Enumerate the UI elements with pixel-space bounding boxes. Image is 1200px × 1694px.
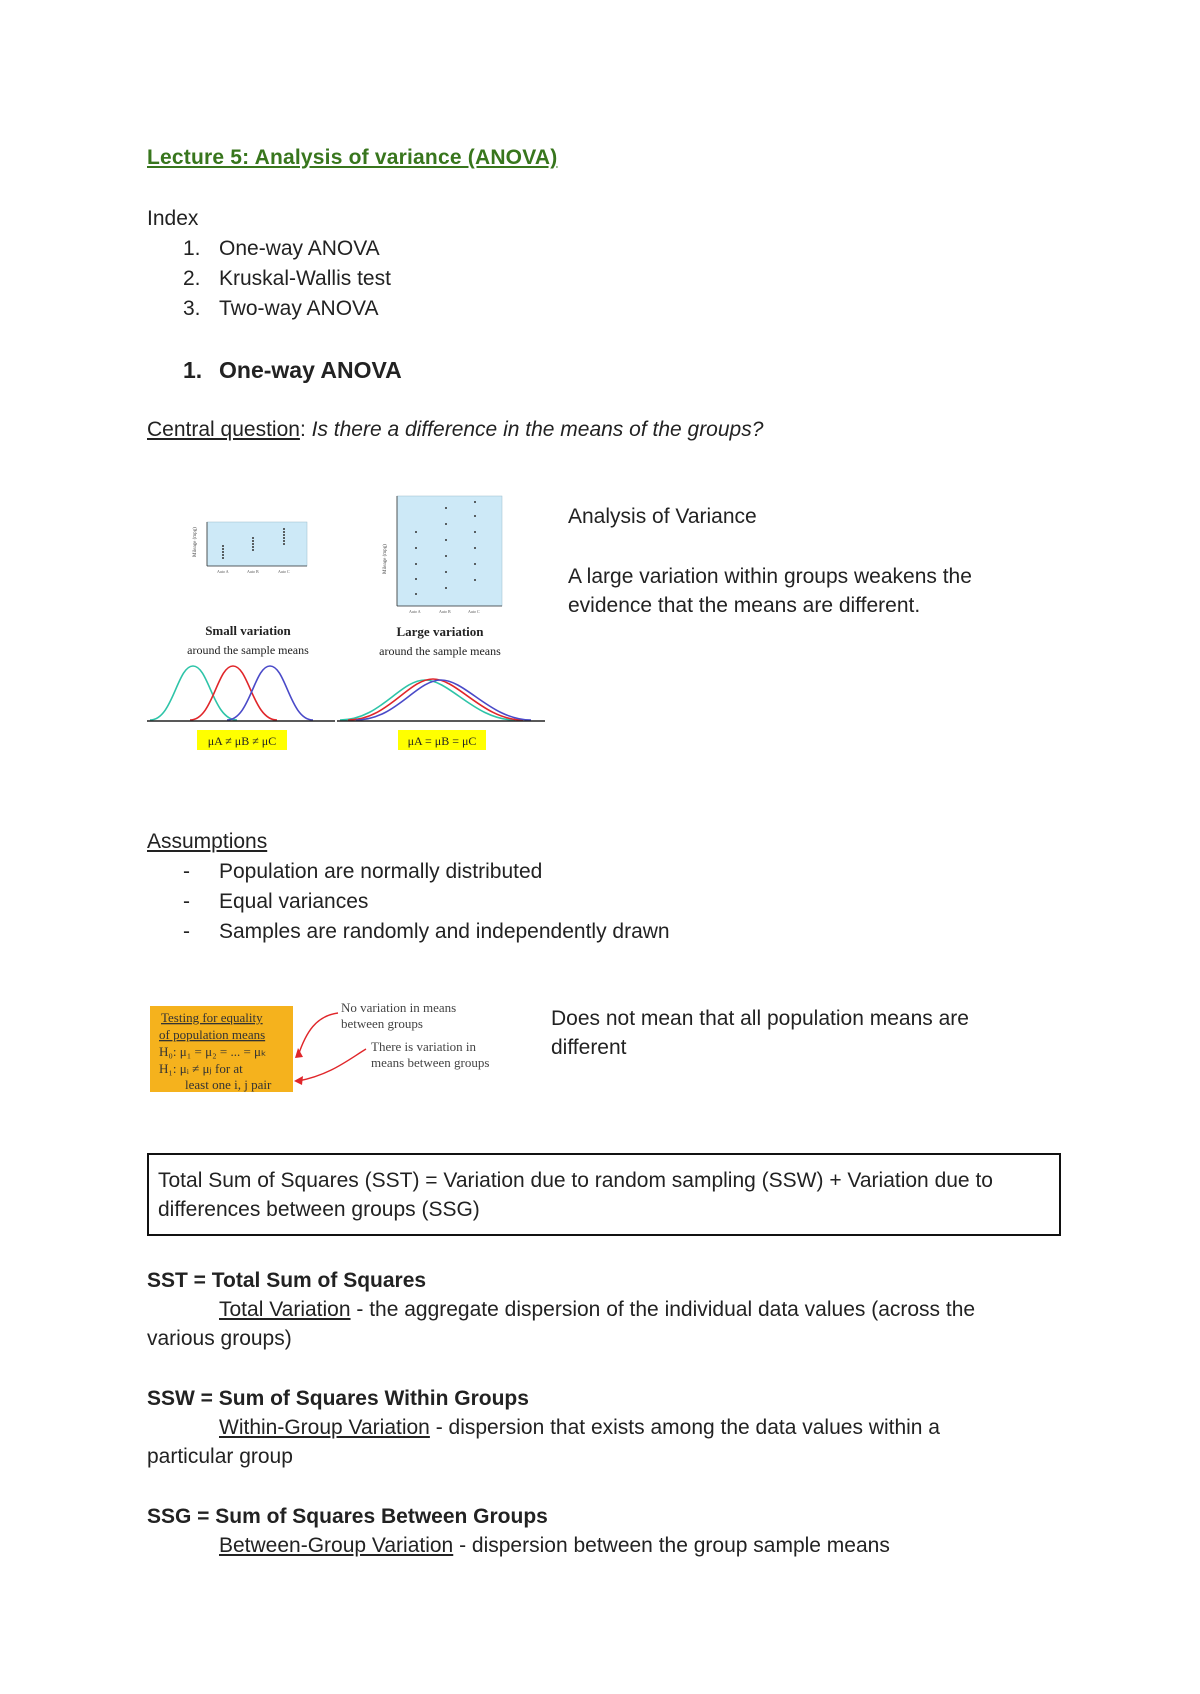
definition-term: Total Variation: [219, 1298, 351, 1321]
large-variation-scatter: [383, 496, 502, 614]
central-question-label: Central question: [147, 418, 300, 441]
definition-term: Within-Group Variation: [219, 1416, 430, 1439]
hypothesis-box-line: of population means: [159, 1027, 266, 1042]
svg-text:Auto A: Auto A: [217, 569, 229, 574]
index-item: [183, 294, 379, 323]
index-item-label: One-way ANOVA: [219, 237, 380, 260]
small-formula: μA ≠ μB ≠ μC: [207, 734, 277, 748]
assumption-item: [183, 917, 670, 946]
hypothesis-note: There is variation in: [371, 1039, 477, 1054]
definition-heading: SST = Total Sum of Squares: [147, 1269, 427, 1292]
assumption-text: Equal variances: [219, 890, 369, 913]
arrowheads: [294, 1048, 303, 1085]
bullet-dash: -: [183, 890, 190, 913]
definition-heading: SSG = Sum of Squares Between Groups: [147, 1505, 548, 1528]
definition-line: [219, 1413, 940, 1442]
assumptions-heading: Assumptions: [147, 830, 268, 853]
sst-equation-text: Total Sum of Squares (SST) = Variation due to random sampling (SSW) + Variation due to: [158, 1169, 993, 1192]
svg-text:Auto C: Auto C: [278, 569, 290, 574]
page-title: Lecture 5: Analysis of variance (ANOVA): [147, 146, 558, 169]
hypothesis-note: means between groups: [371, 1055, 490, 1070]
definition-text: - dispersion that exists among the data values within a: [429, 1416, 940, 1439]
index-item: [183, 264, 391, 293]
anova-side-title: Analysis of Variance: [568, 505, 757, 528]
large-variation-curves: [340, 679, 531, 720]
anova-side-text: A large variation within groups weakens the: [568, 565, 972, 588]
hypothesis-figure: [148, 996, 538, 1094]
definition-line: [219, 1531, 890, 1560]
assumption-item: [183, 857, 542, 886]
svg-text:Auto A: Auto A: [409, 609, 421, 614]
hypothesis-box-line: Testing for equality: [161, 1010, 263, 1025]
svg-text:Auto B: Auto B: [247, 569, 259, 574]
hypothesis-note: No variation in means: [341, 1000, 457, 1015]
definition-term: Between-Group Variation: [219, 1534, 454, 1557]
variation-figure: [145, 484, 555, 754]
central-question: [147, 415, 763, 444]
central-question-separator: :: [299, 418, 306, 441]
svg-text:Mileage (mpg): Mileage (mpg): [193, 527, 198, 557]
index-item-number: 1.: [183, 237, 201, 260]
svg-text:Auto C: Auto C: [468, 609, 480, 614]
index-item-number: 2.: [183, 267, 201, 290]
definition-text: - the aggregate dispersion of the individual data values (across the: [350, 1298, 976, 1321]
index-item-label: Kruskal-Wallis test: [219, 267, 391, 290]
bullet-dash: -: [183, 860, 190, 883]
sst-equation-text: differences between groups (SSG): [158, 1198, 480, 1221]
assumption-text: Samples are randomly and independently drawn: [219, 920, 670, 943]
index-heading: Index: [147, 207, 199, 230]
large-variation-title: Large variation: [396, 624, 484, 639]
central-question-text: Is there a difference in the means of the groups?: [311, 418, 764, 441]
hypothesis-note: between groups: [341, 1016, 423, 1031]
index-item: [183, 234, 380, 263]
hypothesis-side-text: Does not mean that all population means are: [551, 1007, 969, 1030]
hypothesis-null: H₀: μ₁ = μ₂ = ... = μₖ: [159, 1044, 267, 1059]
definition-continuation: particular group: [147, 1445, 293, 1468]
hypothesis-box-line: least one i, j pair: [185, 1077, 272, 1092]
definition-line: [219, 1295, 975, 1324]
anova-side-text: evidence that the means are different.: [568, 594, 921, 617]
assumption-item: [183, 887, 368, 916]
svg-text:Auto B: Auto B: [439, 609, 451, 614]
small-variation-subtitle: around the sample means: [187, 643, 309, 657]
definition-heading: SSW = Sum of Squares Within Groups: [147, 1387, 529, 1410]
assumption-text: Population are normally distributed: [219, 860, 543, 883]
small-variation-curves: [150, 666, 313, 720]
hypothesis-alternative: H₁: μᵢ ≠ μⱼ for at: [159, 1061, 243, 1076]
small-variation-scatter: [193, 522, 307, 574]
small-variation-title: Small variation: [205, 623, 291, 638]
bullet-dash: -: [183, 920, 190, 943]
index-item-number: 3.: [183, 297, 201, 320]
svg-text:Mileage (mpg): Mileage (mpg): [383, 544, 388, 574]
section-heading: [183, 355, 402, 385]
index-item-label: Two-way ANOVA: [219, 297, 379, 320]
large-variation-subtitle: around the sample means: [379, 644, 501, 658]
sst-equation-box: [147, 1153, 1061, 1236]
large-formula: μA = μB = μC: [407, 734, 477, 748]
hypothesis-side-text: different: [551, 1036, 627, 1059]
definition-continuation: various groups): [147, 1327, 292, 1350]
section-number: 1.: [183, 357, 203, 383]
section-title: One-way ANOVA: [219, 357, 402, 383]
definition-text: - dispersion between the group sample means: [453, 1534, 890, 1557]
